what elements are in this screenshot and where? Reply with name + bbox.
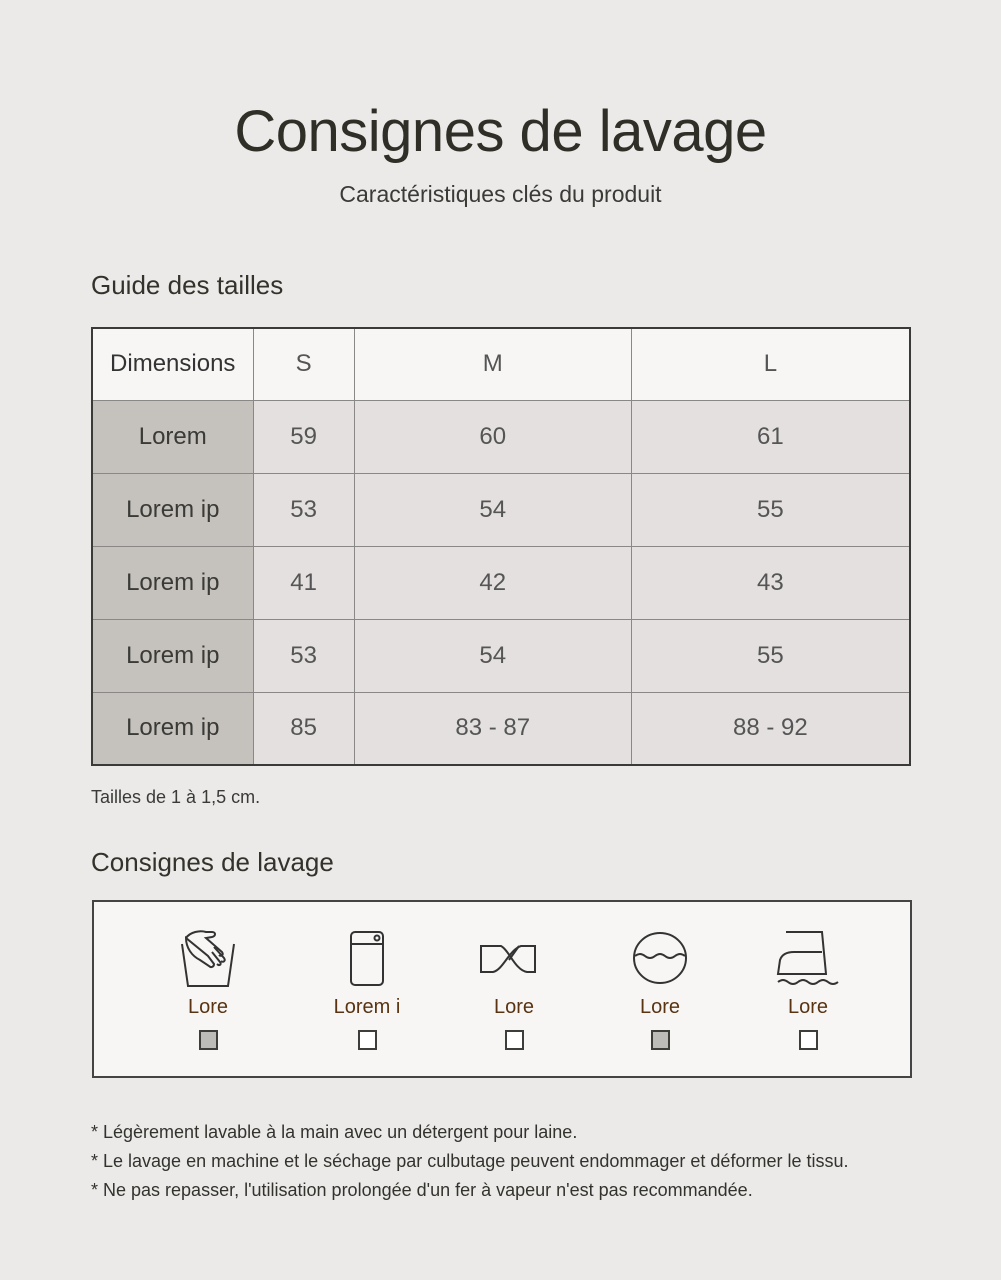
- table-cell: 83 - 87: [354, 692, 631, 765]
- row-label: Lorem ip: [92, 692, 253, 765]
- table-cell: 54: [354, 473, 631, 546]
- size-guide-heading: Guide des tailles: [91, 270, 284, 300]
- hand-wash-icon: [178, 930, 238, 988]
- table-cell: 53: [253, 619, 354, 692]
- table-cell: 60: [354, 400, 631, 473]
- machine-wash-icon: [337, 930, 397, 988]
- wash-item: [590, 930, 730, 1050]
- row-label: Lorem ip: [92, 619, 253, 692]
- footnotes: [91, 1118, 848, 1205]
- footnote: * Le lavage en machine et le séchage par culbutage peuvent endommager et déformer le tissu.: [91, 1151, 849, 1171]
- table-cell: 41: [253, 546, 354, 619]
- table-row: [92, 400, 910, 473]
- column-header: S: [253, 328, 354, 400]
- wring-icon: [479, 930, 549, 988]
- steam-iron-icon: [776, 930, 840, 988]
- row-label: Lorem ip: [92, 473, 253, 546]
- row-label: Lorem: [92, 400, 253, 473]
- wash-item: [444, 930, 584, 1050]
- wash-item-label: Lore: [493, 996, 535, 1018]
- table-row: [92, 692, 910, 765]
- table-cell: 54: [354, 619, 631, 692]
- washing-heading: Consignes de lavage: [91, 847, 334, 877]
- wash-checkbox[interactable]: [358, 1030, 377, 1050]
- page-title: Consignes de lavage: [234, 99, 767, 164]
- table-cell: 61: [631, 400, 910, 473]
- table-cell: 43: [631, 546, 910, 619]
- size-note: Tailles de 1 à 1,5 cm.: [91, 787, 261, 807]
- row-label: Lorem ip: [92, 546, 253, 619]
- table-cell: 42: [354, 546, 631, 619]
- wash-item: [297, 930, 437, 1050]
- column-header: Dimensions: [92, 328, 253, 400]
- size-table: [91, 327, 911, 766]
- footnote: * Légèrement lavable à la main avec un détergent pour laine.: [91, 1122, 578, 1142]
- table-row: [92, 619, 910, 692]
- wash-item-label: Lore: [187, 996, 229, 1018]
- wash-checkbox[interactable]: [651, 1030, 670, 1050]
- column-header: L: [631, 328, 910, 400]
- table-cell: 59: [253, 400, 354, 473]
- table-header-row: [92, 328, 910, 400]
- table-cell: 85: [253, 692, 354, 765]
- wash-item-label: Lore: [639, 996, 681, 1018]
- table-cell: 55: [631, 473, 910, 546]
- washing-panel: [92, 900, 912, 1078]
- wash-checkbox[interactable]: [799, 1030, 818, 1050]
- wash-checkbox[interactable]: [505, 1030, 524, 1050]
- wash-item-label: Lore: [787, 996, 829, 1018]
- table-cell: 55: [631, 619, 910, 692]
- wet-clean-icon: [630, 930, 690, 988]
- table-row: [92, 473, 910, 546]
- wash-item: [138, 930, 278, 1050]
- table-cell: 53: [253, 473, 354, 546]
- page-subtitle: Caractéristiques clés du produit: [339, 181, 662, 207]
- column-header: M: [354, 328, 631, 400]
- table-cell: 88 - 92: [631, 692, 910, 765]
- footnote: * Ne pas repasser, l'utilisation prolongée d'un fer à vapeur n'est pas recommandée.: [91, 1180, 753, 1200]
- wash-checkbox[interactable]: [199, 1030, 218, 1050]
- wash-item: [738, 930, 878, 1050]
- table-row: [92, 546, 910, 619]
- wash-item-label: Lorem i: [333, 996, 401, 1018]
